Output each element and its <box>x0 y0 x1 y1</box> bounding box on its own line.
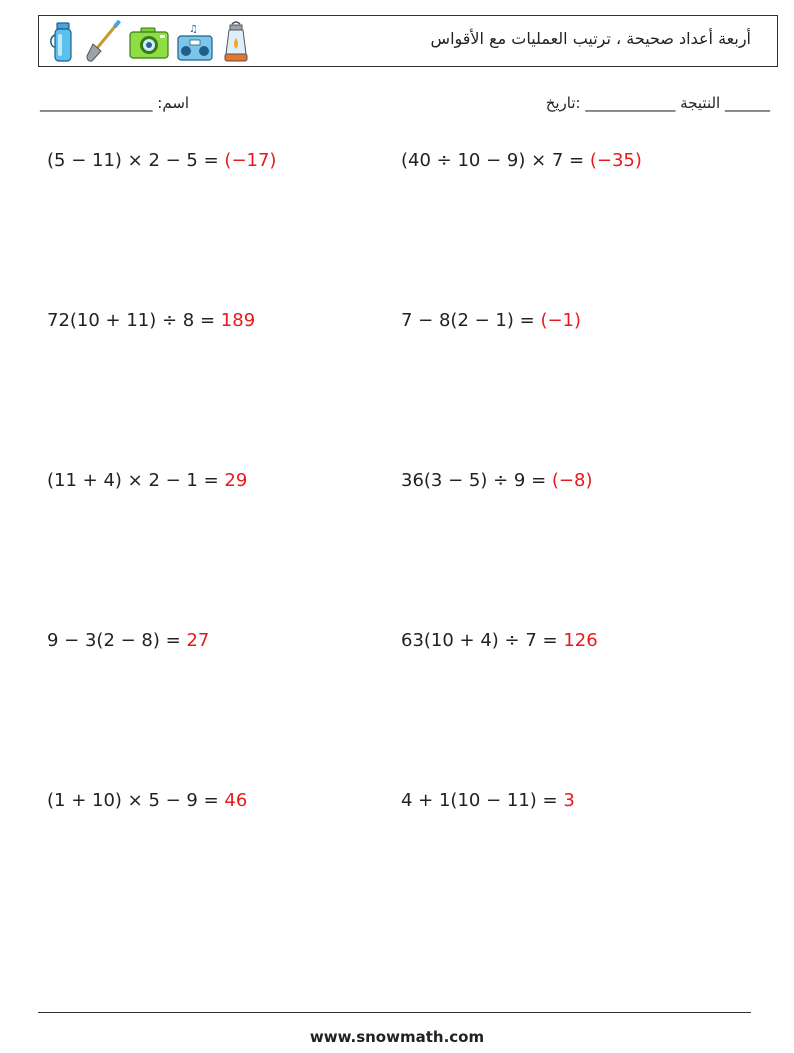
svg-text:♫: ♫ <box>189 24 198 35</box>
problem-expression: 63(10 + 4) ÷ 7 = <box>401 630 564 651</box>
problem-answer: 189 <box>220 310 256 331</box>
lantern-icon <box>219 20 253 64</box>
problem-expression: (1 + 10) × 5 − 9 = <box>47 790 225 811</box>
thermos-icon <box>47 20 79 64</box>
problem-answer: 27 <box>186 630 210 651</box>
problem-item <box>401 310 581 331</box>
shovel-icon <box>83 20 123 64</box>
date-label: :تاريخ <box>545 94 581 112</box>
problem-item <box>401 470 592 491</box>
camera-icon <box>127 20 171 64</box>
score-blank: ____________ <box>585 94 676 112</box>
problem-answer: (−35) <box>589 150 642 171</box>
icon-strip <box>47 20 253 64</box>
footer-url[interactable]: www.snowmath.com <box>309 1028 485 1046</box>
problem-answer: 29 <box>224 470 248 491</box>
problem-expression: (5 − 11) × 2 − 5 = <box>47 150 225 171</box>
problem-answer: 3 <box>563 790 575 811</box>
problem-item <box>47 630 209 651</box>
worksheet-title: أربعة أعداد صحيحة ، ترتيب العمليات مع الأقواس <box>430 29 751 48</box>
problem-item <box>47 310 255 331</box>
problem-item <box>401 790 575 811</box>
name-label: :اسم <box>157 94 190 112</box>
problem-answer: (−17) <box>224 150 277 171</box>
name-blank: _______________ <box>40 94 153 112</box>
problem-item <box>47 470 247 491</box>
problem-answer: (−8) <box>551 470 593 491</box>
problem-answer: 126 <box>563 630 598 651</box>
problem-expression: 72(10 + 11) ÷ 8 = <box>47 310 221 331</box>
problem-expression: (40 ÷ 10 − 9) × 7 = <box>401 150 590 171</box>
problem-item <box>47 790 247 811</box>
problem-expression: 9 − 3(2 − 8) = <box>47 630 187 651</box>
radio-icon <box>175 20 215 64</box>
problem-answer: (−1) <box>540 310 582 331</box>
date-score-field <box>546 94 770 112</box>
footer-divider <box>38 1012 751 1013</box>
score-label: النتيجة <box>680 94 721 112</box>
name-field <box>40 94 189 112</box>
problem-expression: 7 − 8(2 − 1) = <box>401 310 541 331</box>
problem-item <box>401 150 642 171</box>
problem-expression: (11 + 4) × 2 − 1 = <box>47 470 225 491</box>
problem-answer: 46 <box>224 790 248 811</box>
worksheet-header <box>38 15 778 67</box>
problem-item <box>401 630 598 651</box>
problem-expression: 36(3 − 5) ÷ 9 = <box>401 470 552 491</box>
problem-expression: 4 + 1(10 − 11) = <box>401 790 564 811</box>
date-blank: ______ <box>725 94 770 112</box>
problem-item <box>47 150 276 171</box>
